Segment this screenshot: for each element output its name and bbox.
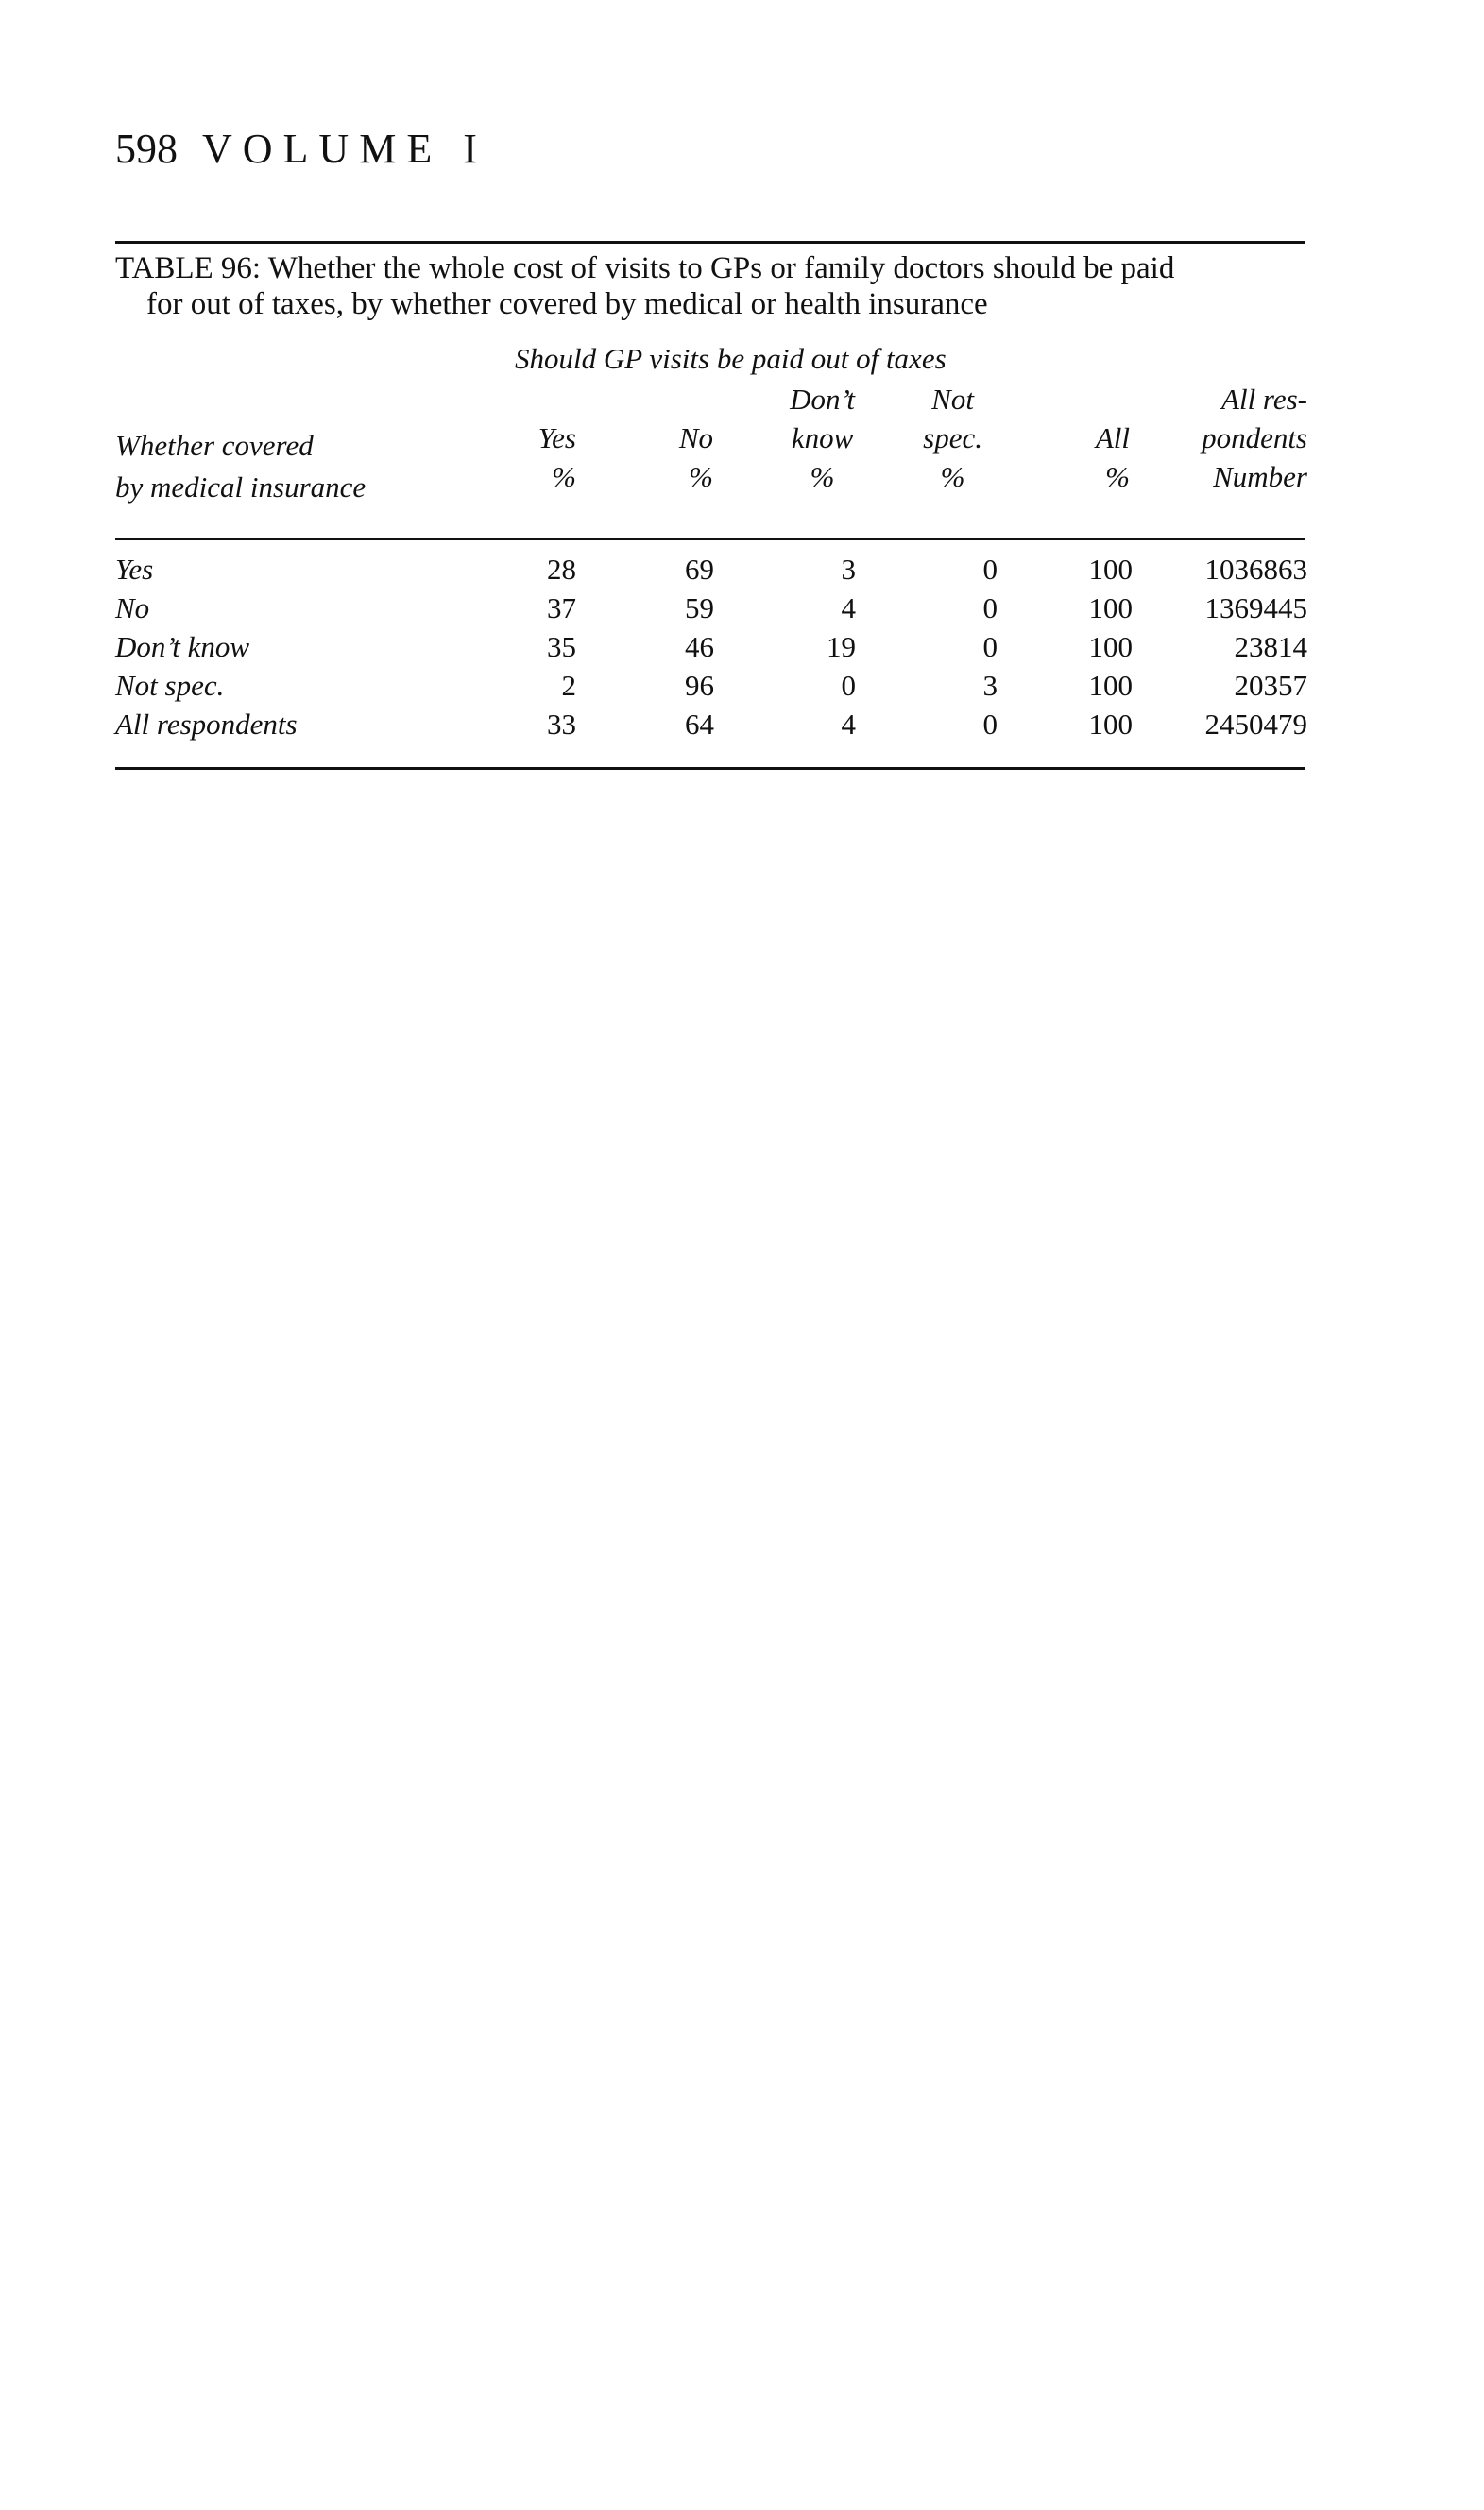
col-head-all-respondents-line-2: pondents — [1202, 421, 1307, 454]
cell-yes: 37 — [547, 591, 576, 624]
table-top-rule — [115, 241, 1305, 244]
cell-not-spec: 3 — [982, 669, 998, 702]
cell-all: 100 — [1088, 553, 1133, 586]
cell-number: 1369445 — [1204, 591, 1307, 624]
cell-yes: 2 — [561, 669, 576, 702]
col-head-not-spec-unit: % — [940, 460, 965, 493]
cell-dont-know: 19 — [827, 630, 856, 663]
row-label: Yes — [115, 553, 154, 586]
stub-header-line-2: by medical insurance — [115, 470, 367, 504]
running-head — [115, 125, 487, 173]
col-head-dont-know-line-1: Don’t — [790, 383, 855, 416]
cell-no: 59 — [685, 591, 714, 624]
cell-dont-know: 4 — [841, 708, 856, 741]
cell-all: 100 — [1088, 669, 1133, 702]
cell-not-spec: 0 — [982, 630, 998, 663]
cell-all: 100 — [1088, 708, 1133, 741]
table-row — [115, 705, 1307, 743]
cell-number: 23814 — [1234, 630, 1307, 663]
row-label: No — [115, 591, 150, 624]
cell-not-spec: 0 — [982, 591, 998, 624]
cell-not-spec: 0 — [982, 553, 998, 586]
table-caption — [115, 250, 1307, 322]
header-rule — [115, 538, 1305, 540]
table-row — [115, 627, 1307, 666]
col-head-dont-know-line-2: know — [791, 421, 854, 454]
column-spanner: Should GP visits be paid out of taxes — [515, 342, 947, 375]
col-head-no — [679, 380, 713, 496]
col-head-all-respondents-unit: Number — [1213, 460, 1307, 493]
col-head-not-spec-line-2: spec. — [923, 421, 982, 454]
page-number: 598 — [115, 126, 178, 172]
cell-no: 64 — [685, 708, 714, 741]
col-head-all-respondents-line-1: All res- — [1221, 383, 1307, 416]
table-row — [115, 550, 1307, 589]
stub-header — [115, 425, 366, 508]
col-head-all-unit: % — [1105, 460, 1130, 493]
col-head-all-respondents — [1202, 380, 1307, 496]
row-label: Don’t know — [115, 630, 250, 663]
cell-no: 46 — [685, 630, 714, 663]
row-label: Not spec. — [115, 669, 225, 702]
cell-not-spec: 0 — [982, 708, 998, 741]
col-head-all-label: All — [1095, 421, 1130, 454]
cell-all: 100 — [1088, 591, 1133, 624]
caption-line-2: for out of taxes, by whether covered by medical or health insurance — [146, 287, 988, 321]
caption-line-1: TABLE 96: Whether the whole cost of visits to GPs or family doctors should be paid — [115, 251, 1175, 285]
col-head-yes-unit: % — [552, 460, 576, 493]
col-head-no-label: No — [678, 421, 713, 454]
cell-no: 69 — [685, 553, 714, 586]
table-bottom-rule — [115, 767, 1305, 770]
cell-number: 20357 — [1234, 669, 1307, 702]
cell-yes: 28 — [547, 553, 576, 586]
cell-yes: 33 — [547, 708, 576, 741]
cell-dont-know: 3 — [841, 553, 856, 586]
col-head-not-spec — [923, 380, 982, 496]
col-head-no-unit: % — [689, 460, 713, 493]
table-row — [115, 666, 1307, 705]
col-head-dont-know — [790, 380, 855, 496]
col-head-not-spec-line-1: Not — [931, 383, 974, 416]
table-body — [115, 550, 1307, 743]
cell-no: 96 — [685, 669, 714, 702]
cell-number: 1036863 — [1204, 553, 1307, 586]
stub-header-line-1: Whether covered — [115, 429, 314, 462]
cell-dont-know: 0 — [841, 669, 856, 702]
col-head-dont-know-unit: % — [810, 460, 835, 493]
table-row — [115, 589, 1307, 627]
cell-dont-know: 4 — [841, 591, 856, 624]
col-head-all — [1096, 380, 1130, 496]
cell-all: 100 — [1088, 630, 1133, 663]
row-label: All respondents — [115, 708, 298, 741]
col-head-yes — [538, 380, 576, 496]
cell-yes: 35 — [547, 630, 576, 663]
cell-number: 2450479 — [1204, 708, 1307, 741]
col-head-yes-label: Yes — [537, 421, 576, 454]
volume-title: VOLUME I — [202, 126, 487, 172]
